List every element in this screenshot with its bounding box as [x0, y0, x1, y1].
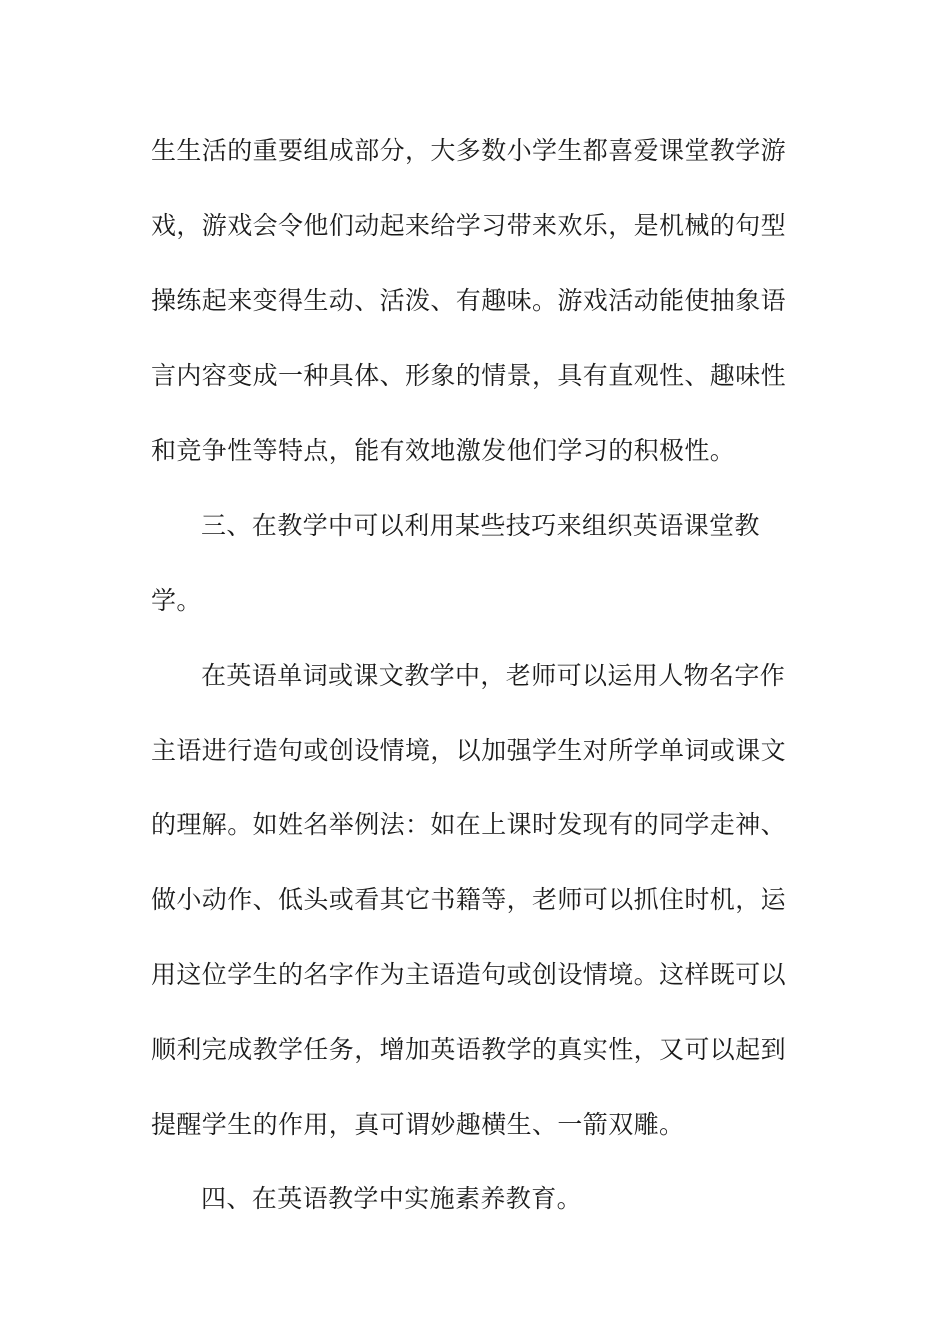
paragraph-line: 戏，游戏会令他们动起来给学习带来欢乐，是机械的句型 [151, 211, 787, 240]
section-heading-3-continued: 学。 [151, 586, 202, 615]
paragraph-line: 生生活的重要组成部分，大多数小学生都喜爱课堂教学游 [151, 136, 787, 165]
paragraph-line: 提醒学生的作用，真可谓妙趣横生、一箭双雕。 [151, 1110, 685, 1139]
paragraph-line: 顺利完成教学任务，增加英语教学的真实性，又可以起到 [151, 1035, 787, 1064]
section-heading-4: 四、在英语教学中实施素养教育。 [201, 1184, 583, 1213]
section-heading-3: 三、在教学中可以利用某些技巧来组织英语课堂教 [201, 511, 760, 540]
paragraph-line: 操练起来变得生动、活泼、有趣味。游戏活动能使抽象语 [151, 286, 787, 315]
paragraph-line: 的理解。如姓名举例法：如在上课时发现有的同学走神、 [151, 810, 787, 839]
paragraph-line: 言内容变成一种具体、形象的情景，具有直观性、趣味性 [151, 361, 787, 390]
paragraph-line: 用这位学生的名字作为主语造句或创设情境。这样既可以 [151, 960, 787, 989]
paragraph-line: 和竞争性等特点，能有效地激发他们学习的积极性。 [151, 436, 736, 465]
paragraph-line: 做小动作、低头或看其它书籍等，老师可以抓住时机，运 [151, 885, 787, 914]
paragraph-line: 主语进行造句或创设情境，以加强学生对所学单词或课文 [151, 736, 787, 765]
paragraph-line: 在英语单词或课文教学中，老师可以运用人物名字作 [201, 661, 786, 690]
